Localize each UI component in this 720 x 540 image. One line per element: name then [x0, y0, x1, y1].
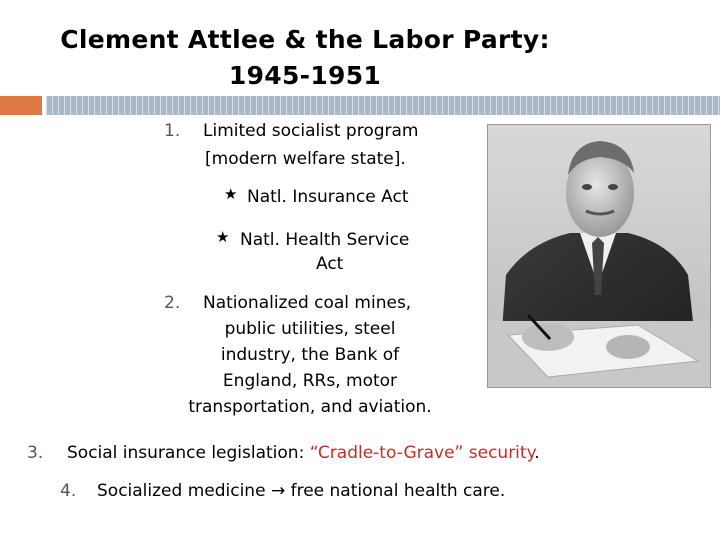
- title-line-1: Clement Attlee & the Labor Party:: [60, 25, 550, 54]
- star-bullet-icon: ★: [224, 185, 238, 203]
- accent-bar: [0, 96, 42, 115]
- item-2-line-2: public utilities, steel: [224, 319, 396, 339]
- title-line-2: 1945-1951: [228, 61, 382, 90]
- item-3-number: 3.: [27, 443, 44, 463]
- portrait-photo: [487, 124, 711, 388]
- item-1-number: 1.: [164, 121, 181, 141]
- portrait-illustration: [488, 125, 710, 387]
- item-2-line-4: England, RRs, motor: [222, 371, 398, 391]
- star-bullet-icon: ★: [216, 228, 230, 246]
- item-1-line-1: Limited socialist program: [203, 121, 419, 141]
- sub-bullet-2-line-1: Natl. Health Service: [240, 230, 410, 250]
- item-2-line-1: Nationalized coal mines,: [203, 293, 412, 313]
- slide-title: [40, 22, 570, 94]
- item-4-text: [97, 480, 505, 502]
- item-4-number: 4.: [60, 481, 77, 501]
- right-arrow-icon: →: [270, 481, 286, 501]
- cradle-to-grave-highlight: “Cradle-to-Grave” security: [309, 443, 535, 463]
- item-3-text: [67, 442, 540, 464]
- item-1-line-2: [modern welfare state].: [205, 149, 406, 169]
- sub-bullet-2-line-2: Act: [316, 254, 344, 274]
- item-2-number: 2.: [164, 293, 181, 313]
- item-2-line-3: industry, the Bank of: [220, 345, 400, 365]
- item-2-line-5: transportation, and aviation.: [188, 397, 432, 417]
- item-3-suffix: .: [534, 443, 540, 463]
- divider-rule: [46, 96, 720, 115]
- sub-bullet-1: Natl. Insurance Act: [247, 187, 409, 207]
- item-3-prefix: Social insurance legislation:: [67, 443, 310, 463]
- item-4-suffix: free national health care.: [285, 481, 506, 501]
- item-4-prefix: Socialized medicine: [97, 481, 271, 501]
